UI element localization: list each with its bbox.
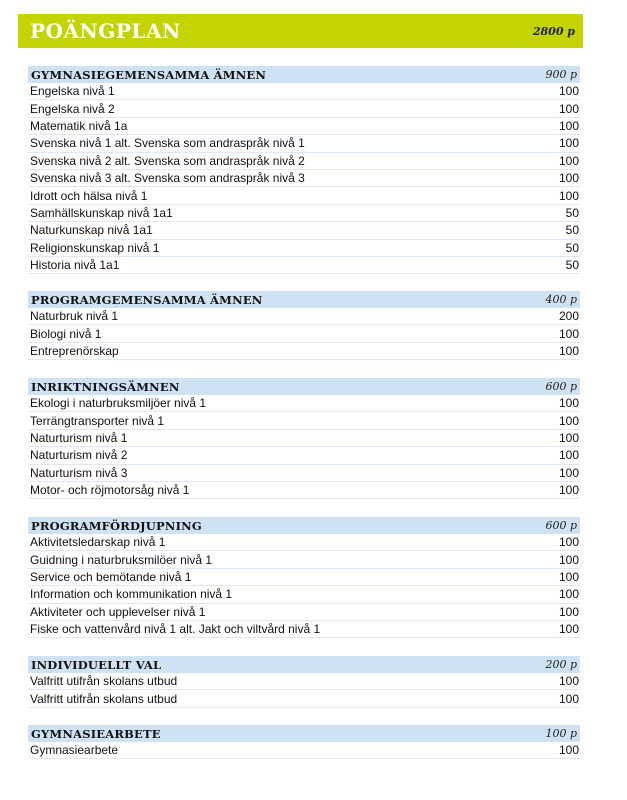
course-row <box>28 83 580 100</box>
course-points: 100 <box>558 136 579 151</box>
course-row <box>28 742 580 759</box>
course-points: 100 <box>558 413 579 428</box>
course-row <box>28 395 580 412</box>
section-title: PROGRAMFÖRDJUPNING <box>31 518 202 533</box>
course-points: 100 <box>558 483 579 498</box>
section <box>28 66 580 274</box>
course-row <box>28 412 580 429</box>
course-name: Samhällskunskap nivå 1a1 <box>30 205 173 220</box>
course-row <box>28 222 580 239</box>
course-row <box>28 153 580 170</box>
course-points: 100 <box>558 535 579 550</box>
section <box>28 378 580 499</box>
section-header <box>28 725 580 742</box>
course-name: Ekologi i naturbruksmiljöer nivå 1 <box>30 396 207 411</box>
section-points: 600 p <box>545 380 577 393</box>
course-points: 100 <box>558 101 579 116</box>
section-points: 200 p <box>545 658 577 671</box>
section-points: 900 p <box>545 68 577 81</box>
course-row <box>28 343 580 360</box>
course-name: Aktiviteter och upplevelser nivå 1 <box>30 604 206 619</box>
course-name: Religionskunskap nivå 1 <box>30 240 160 255</box>
course-name: Svenska nivå 1 alt. Svenska som andraspråk nivå 1 <box>30 136 305 151</box>
course-points: 50 <box>565 223 579 238</box>
course-name: Valfritt utifrån skolans utbud <box>30 674 178 689</box>
section-title: GYMNASIEGEMENSAMMA ÄMNEN <box>31 67 267 82</box>
course-name: Guidning i naturbruksmilöer nivå 1 <box>30 552 213 567</box>
section-header <box>28 517 580 534</box>
course-name: Historia nivå 1a1 <box>30 258 120 273</box>
course-points: 200 <box>558 309 579 324</box>
course-points: 100 <box>558 188 579 203</box>
section-header <box>28 656 580 673</box>
course-row <box>28 534 580 551</box>
course-name: Naturturism nivå 3 <box>30 465 128 480</box>
course-name: Biologi nivå 1 <box>30 326 102 341</box>
section-title: INRIKTNINGSÄMNEN <box>31 379 180 394</box>
page-title: POÄNGPLAN <box>30 19 181 43</box>
course-row <box>28 586 580 603</box>
course-row <box>28 604 580 621</box>
section-title: PROGRAMGEMENSAMMA ÄMNEN <box>31 292 263 307</box>
course-points: 50 <box>565 258 579 273</box>
course-points: 100 <box>558 343 579 358</box>
course-points: 100 <box>558 171 579 186</box>
course-name: Naturturism nivå 2 <box>30 448 128 463</box>
course-points: 100 <box>558 84 579 99</box>
course-points: 100 <box>558 552 579 567</box>
course-points: 100 <box>558 448 579 463</box>
course-row <box>28 170 580 187</box>
course-name: Service och bemötande nivå 1 <box>30 569 192 584</box>
course-points: 100 <box>558 587 579 602</box>
course-name: Idrott och hälsa nivå 1 <box>30 188 148 203</box>
course-name: Gymnasiearbete <box>30 743 119 758</box>
course-row <box>28 257 580 274</box>
course-name: Svenska nivå 2 alt. Svenska som andraspråk nivå 2 <box>30 153 305 168</box>
course-name: Matematik nivå 1a <box>30 118 128 133</box>
course-points: 100 <box>558 743 579 758</box>
section-points: 400 p <box>545 293 577 306</box>
section <box>28 656 580 708</box>
course-name: Terrängtransporter nivå 1 <box>30 413 165 428</box>
course-row <box>28 325 580 342</box>
section-title: INDIVIDUELLT VAL <box>31 657 162 672</box>
course-row <box>28 621 580 638</box>
title-bar <box>18 14 583 48</box>
course-row <box>28 205 580 222</box>
course-row <box>28 308 580 325</box>
course-name: Fiske och vattenvård nivå 1 alt. Jakt och viltvård nivå 1 <box>30 622 321 637</box>
course-points: 100 <box>558 604 579 619</box>
course-row <box>28 551 580 568</box>
section-points: 100 p <box>545 727 577 740</box>
course-points: 100 <box>558 622 579 637</box>
course-points: 100 <box>558 430 579 445</box>
course-name: Naturkunskap nivå 1a1 <box>30 223 153 238</box>
course-row <box>28 690 580 707</box>
course-points: 100 <box>558 326 579 341</box>
course-points: 100 <box>558 691 579 706</box>
section-points: 600 p <box>545 519 577 532</box>
course-name: Svenska nivå 3 alt. Svenska som andraspråk nivå 3 <box>30 171 305 186</box>
course-row <box>28 482 580 499</box>
course-row <box>28 100 580 117</box>
course-row <box>28 135 580 152</box>
course-name: Aktivitetsledarskap nivå 1 <box>30 535 166 550</box>
course-name: Motor- och röjmotorsåg nivå 1 <box>30 483 190 498</box>
course-points: 100 <box>558 465 579 480</box>
course-points: 100 <box>558 153 579 168</box>
section-header <box>28 291 580 308</box>
course-name: Naturturism nivå 1 <box>30 430 128 445</box>
course-name: Naturbruk nivå 1 <box>30 309 119 324</box>
course-row <box>28 569 580 586</box>
course-name: Engelska nivå 1 <box>30 84 115 99</box>
section <box>28 291 580 360</box>
course-row <box>28 673 580 690</box>
course-points: 100 <box>558 674 579 689</box>
course-row <box>28 187 580 204</box>
total-points: 2800 p <box>532 24 575 38</box>
course-row <box>28 447 580 464</box>
section <box>28 517 580 638</box>
course-points: 50 <box>565 240 579 255</box>
course-name: Information och kommunikation nivå 1 <box>30 587 233 602</box>
course-row <box>28 118 580 135</box>
course-name: Valfritt utifrån skolans utbud <box>30 691 178 706</box>
course-row <box>28 240 580 257</box>
section-header <box>28 66 580 83</box>
section <box>28 725 580 759</box>
course-points: 100 <box>558 118 579 133</box>
course-points: 100 <box>558 396 579 411</box>
section-title: GYMNASIEARBETE <box>31 726 161 741</box>
course-row <box>28 430 580 447</box>
section-header <box>28 378 580 395</box>
course-row <box>28 465 580 482</box>
course-name: Engelska nivå 2 <box>30 101 115 116</box>
course-points: 50 <box>565 205 579 220</box>
course-name: Entreprenörskap <box>30 343 119 358</box>
course-points: 100 <box>558 569 579 584</box>
